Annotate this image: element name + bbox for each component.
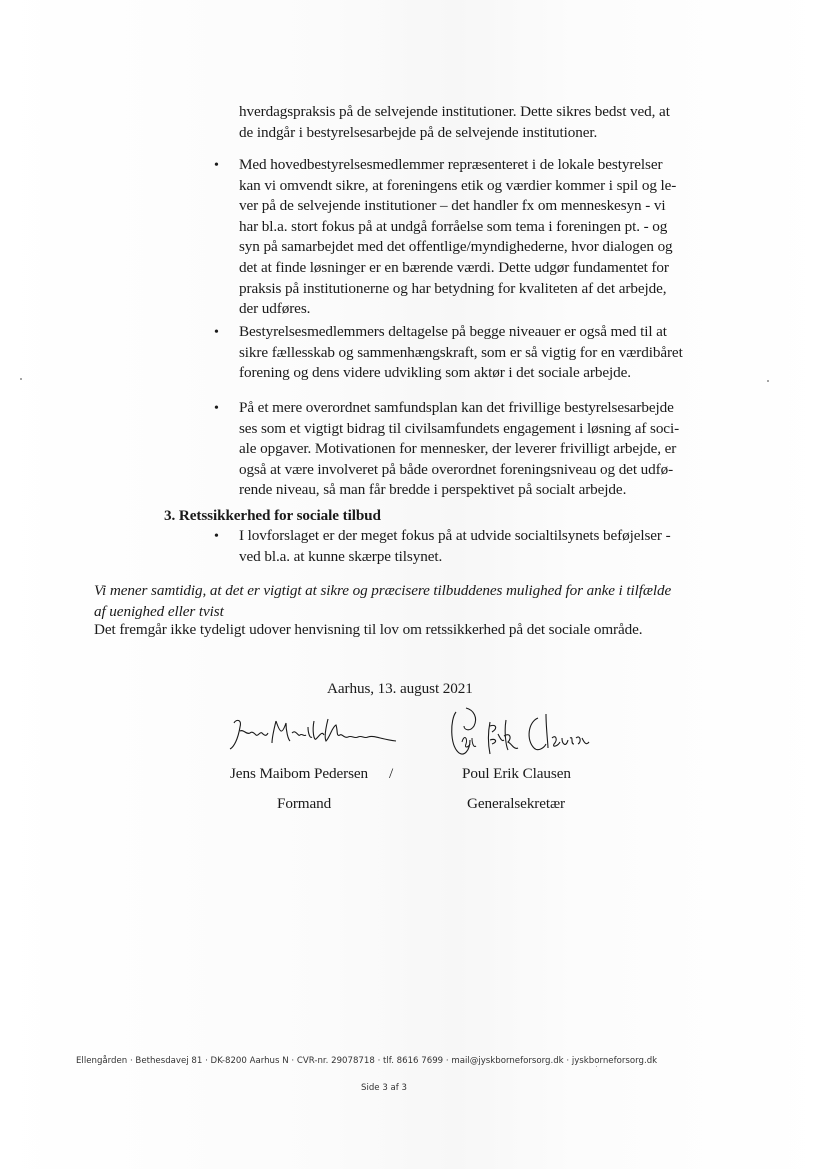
- section-heading: 3. Retssikkerhed for sociale tilbud: [164, 507, 381, 524]
- italic-note-line: af uenighed eller tvist: [94, 602, 224, 620]
- bullet-marker: •: [214, 158, 219, 173]
- bullet-line: syn på samarbejdet med det offentlige/myndighederne, hvor dialogen og: [239, 238, 673, 256]
- scan-speck: [767, 380, 769, 382]
- bullet-line: Med hovedbestyrelsesmedlemmer repræsenteret i de lokale bestyrelser: [239, 156, 663, 173]
- bullet-line: har bl.a. stort fokus på at undgå forråelse som tema i foreningen pt. - og: [239, 217, 668, 235]
- bullet-line: også at være involveret på både overordnet foreningsniveau og det udfø-: [239, 460, 674, 478]
- signatory-role-left: Formand: [277, 795, 332, 812]
- signature-right: [448, 704, 590, 762]
- bullet-item: [239, 322, 709, 384]
- bullet-line: ale opgaver. Motivationen for mennesker, der leverer frivilligt arbejde, er: [239, 440, 677, 458]
- bullet-line: det at finde løsninger er en bærende værdi. Dette udgør fundamentet for: [239, 258, 669, 276]
- bullet-line: På et mere overordnet samfundsplan kan det frivillige bestyrelsesarbejde: [239, 399, 674, 416]
- bullet-marker: •: [214, 325, 219, 340]
- scan-speck: [20, 378, 22, 380]
- scan-speck: [596, 1066, 597, 1067]
- signatory-name-left: Jens Maibom Pedersen: [230, 765, 369, 782]
- bullet-marker: •: [214, 529, 219, 544]
- top-paragraph-line: hverdagspraksis på de selvejende institutioner. Dette sikres bedst ved, at: [239, 103, 670, 120]
- signatory-separator: /: [389, 765, 394, 782]
- signatory-role-right: Generalsekretær: [467, 795, 566, 812]
- bullet-item: [239, 398, 709, 501]
- bullet-line: rende niveau, så man får bredde i perspektivet på socialt arbejde.: [239, 481, 627, 499]
- bullet-line: forening og dens videre udvikling som aktør i det sociale arbejde.: [239, 364, 631, 382]
- date-line: Aarhus, 13. august 2021: [327, 680, 473, 697]
- signature-left: [228, 713, 400, 753]
- italic-note: [94, 581, 734, 622]
- bullet-line: praksis på institutionerne og har betydning for kvaliteten af det arbejde,: [239, 279, 667, 297]
- bullet-line: der udføres.: [239, 300, 311, 318]
- bullet-line: ved bl.a. at kunne skærpe tilsynet.: [239, 547, 443, 565]
- bullet-line: sikre fællesskab og sammenhængskraft, som er så vigtig for en værdibåret: [239, 343, 683, 361]
- italic-note-line: Vi mener samtidig, at det er vigtigt at sikre og præcisere tilbuddenes mulighed for anke i tilfælde: [94, 582, 672, 599]
- top-paragraph: [239, 102, 719, 143]
- plain-note: Det fremgår ikke tydeligt udover henvisning til lov om retssikkerhed på det sociale område.: [94, 621, 643, 638]
- bullet-line: Bestyrelsesmedlemmers deltagelse på begge niveauer er også med til at: [239, 323, 667, 340]
- top-paragraph-line: de indgår i bestyrelsesarbejde på de selvejende institutioner.: [239, 123, 598, 141]
- bullet-item: [239, 155, 709, 320]
- bullet-marker: •: [214, 401, 219, 416]
- bullet-line: I lovforslaget er der meget fokus på at udvide socialtilsynets beføjelser -: [239, 527, 671, 544]
- footer-contact: Ellengården · Bethesdavej 81 · DK-8200 Aarhus N · CVR-nr. 29078718 · tlf. 8616 7699 · mail@jyskborneforsorg.dk · jyskborneforsorg.dk: [76, 1056, 658, 1066]
- bullet-line: kan vi omvendt sikre, at foreningens etik og værdier kommer i spil og le-: [239, 176, 677, 194]
- page-number: Side 3 af 3: [361, 1083, 408, 1093]
- bullet-item: [239, 526, 709, 567]
- bullet-line: ses som et vigtigt bidrag til civilsamfundets engagement i løsning af soci-: [239, 419, 680, 437]
- bullet-line: ver på de selvejende institutioner – det handler fx om menneskesyn - vi: [239, 197, 666, 215]
- signatory-name-right: Poul Erik Clausen: [462, 765, 571, 782]
